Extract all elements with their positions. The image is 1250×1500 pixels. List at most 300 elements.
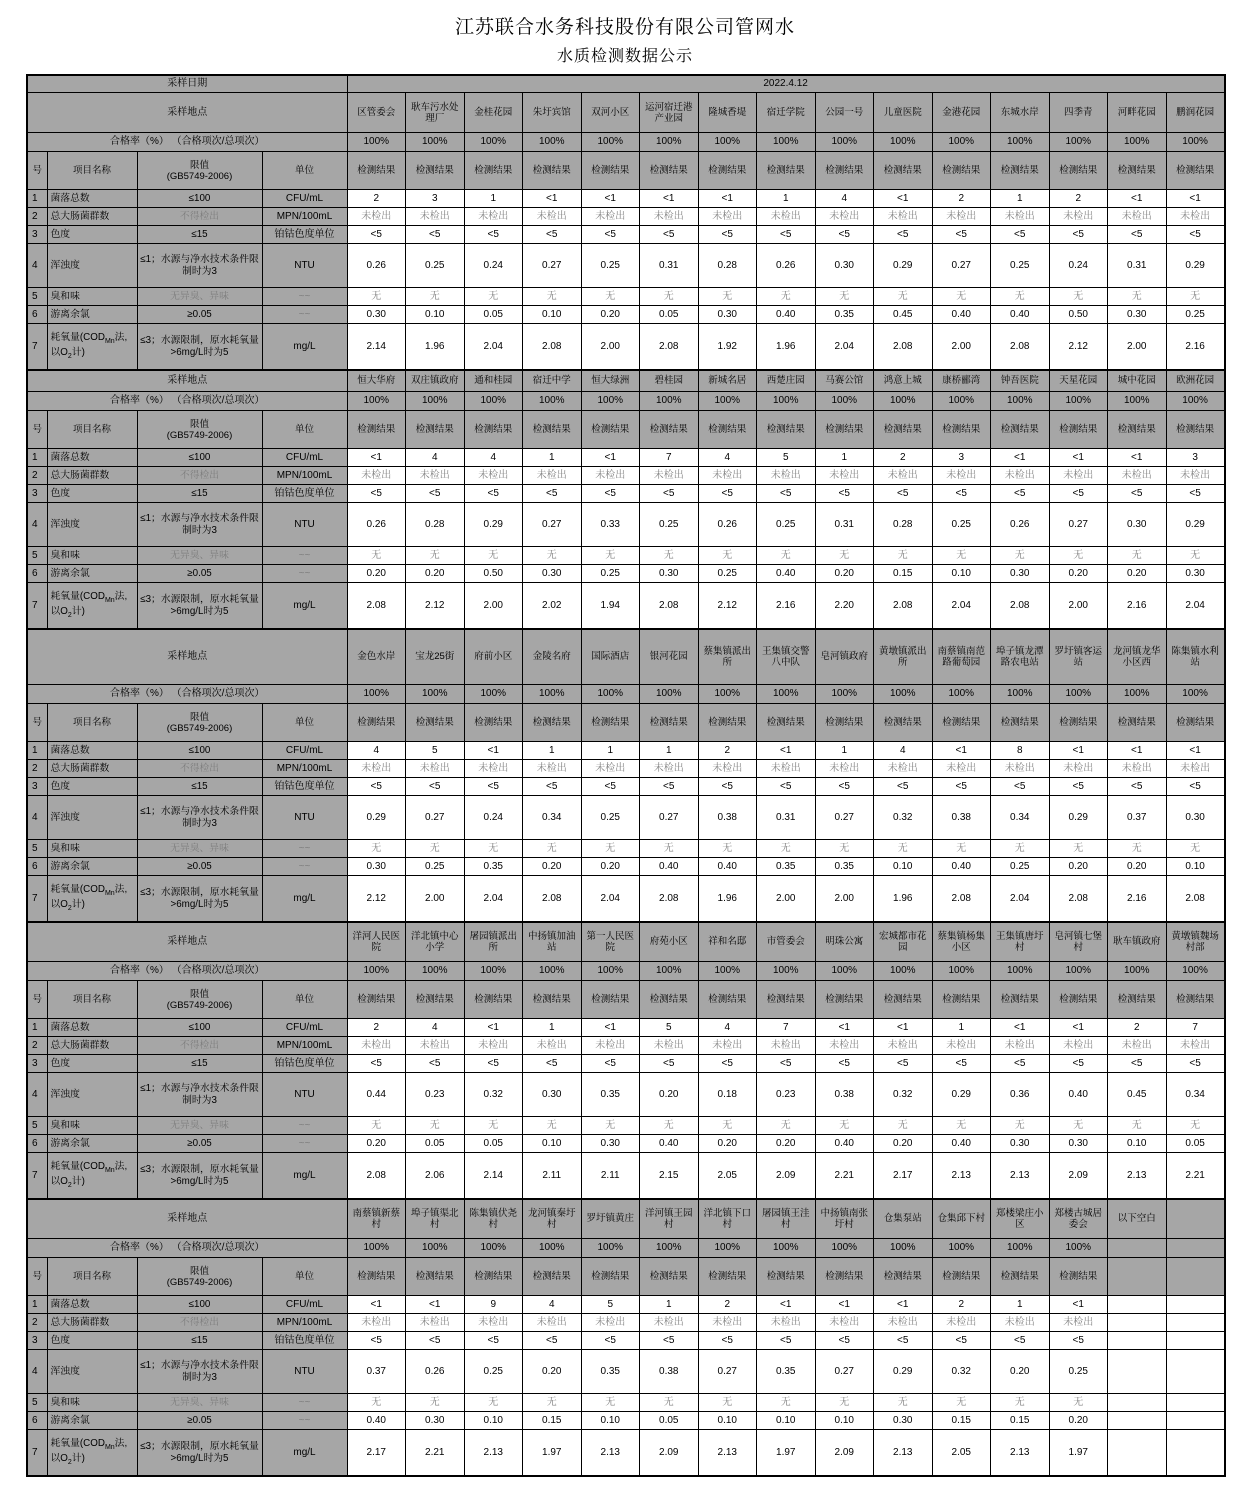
result-cell: 无: [640, 288, 699, 306]
col-header-limit: 限值 (GB5749-2006): [137, 152, 262, 190]
result-cell: 无: [757, 840, 816, 858]
passrate-label-cell: 合格率（%） （合格项次/总项次）: [27, 392, 347, 411]
result-cell: 无: [347, 547, 406, 565]
result-cell: 0.24: [464, 796, 523, 840]
result-cell: <1: [1049, 742, 1108, 760]
result-cell: <5: [757, 1332, 816, 1350]
result-header-cell: 检测结果: [1108, 152, 1167, 190]
result-cell: 无: [698, 840, 757, 858]
passrate-cell: 100%: [347, 392, 406, 411]
result-cell: <1: [640, 190, 699, 208]
result-cell: 无: [815, 547, 874, 565]
result-cell: <5: [932, 485, 991, 503]
result-cell: 2.04: [581, 876, 640, 922]
result-header-cell: 检测结果: [874, 411, 933, 449]
result-cell: <5: [464, 485, 523, 503]
result-cell: [1108, 1412, 1167, 1430]
result-cell: <5: [1166, 485, 1225, 503]
result-cell: 未检出: [874, 1037, 933, 1055]
result-cell: <1: [347, 1296, 406, 1314]
result-cell: 0.30: [698, 306, 757, 324]
result-cell: 1: [640, 742, 699, 760]
result-cell: 无: [640, 547, 699, 565]
result-header-cell: 检测结果: [1049, 1258, 1108, 1296]
location-cell: 祥和名邸: [698, 922, 757, 962]
location-cell: 中扬镇南张圩村: [815, 1199, 874, 1239]
result-cell: 1: [991, 190, 1050, 208]
passrate-cell: 100%: [874, 133, 933, 152]
item-name-cell: 臭和味: [47, 1117, 137, 1135]
result-header-cell: 检测结果: [347, 152, 406, 190]
result-cell: 0.27: [1049, 503, 1108, 547]
item-unit-cell: ~~: [262, 858, 347, 876]
result-header-cell: 检测结果: [523, 152, 582, 190]
result-cell: 2.02: [523, 583, 582, 629]
item-name-cell: 总大肠菌群数: [47, 1037, 137, 1055]
item-unit-cell: CFU/mL: [262, 742, 347, 760]
item-limit-cell: 不得检出: [137, 467, 262, 485]
result-cell: <5: [698, 1332, 757, 1350]
result-cell: <5: [1049, 1332, 1108, 1350]
item-limit-cell: ≥0.05: [137, 1412, 262, 1430]
result-cell: 未检出: [874, 1314, 933, 1332]
passrate-cell: [1108, 1239, 1167, 1258]
item-limit-cell: 不得检出: [137, 1314, 262, 1332]
location-cell: 宝龙25街: [406, 629, 465, 685]
result-cell: <1: [815, 1296, 874, 1314]
result-cell: 未检出: [991, 1037, 1050, 1055]
location-cell: 第一人民医院: [581, 922, 640, 962]
result-cell: <5: [406, 1332, 465, 1350]
result-cell: 无: [406, 547, 465, 565]
result-cell: 未检出: [347, 1314, 406, 1332]
result-header-cell: 检测结果: [406, 1258, 465, 1296]
result-cell: <1: [1049, 1019, 1108, 1037]
location-cell: 蔡集镇派出所: [698, 629, 757, 685]
result-cell: 0.23: [757, 1073, 816, 1117]
result-cell: <5: [874, 226, 933, 244]
result-cell: <1: [874, 190, 933, 208]
item-limit-cell: ≤1；水源与净水技术条件限制时为3: [137, 1073, 262, 1117]
passrate-cell: 100%: [698, 685, 757, 704]
result-cell: 3: [1166, 449, 1225, 467]
result-cell: 无: [406, 1117, 465, 1135]
result-cell: 0.36: [991, 1073, 1050, 1117]
passrate-cell: 100%: [991, 133, 1050, 152]
result-cell: 0.30: [874, 1412, 933, 1430]
result-cell: 未检出: [698, 760, 757, 778]
result-cell: 无: [932, 288, 991, 306]
result-cell: 4: [406, 449, 465, 467]
result-cell: 无: [464, 1117, 523, 1135]
result-header-cell: 检测结果: [347, 981, 406, 1019]
item-limit-cell: ≤1；水源与净水技术条件限制时为3: [137, 503, 262, 547]
location-cell: 儿童医院: [874, 93, 933, 133]
result-cell: <5: [640, 1332, 699, 1350]
result-cell: 0.35: [464, 858, 523, 876]
passrate-cell: 100%: [640, 133, 699, 152]
result-cell: 2.14: [464, 1153, 523, 1199]
result-cell: 0.30: [1108, 503, 1167, 547]
location-cell: 马赛公馆: [815, 370, 874, 392]
result-cell: 无: [874, 840, 933, 858]
passrate-cell: 100%: [815, 392, 874, 411]
result-cell: [1108, 1314, 1167, 1332]
result-header-cell: 检测结果: [581, 152, 640, 190]
result-cell: 无: [757, 1394, 816, 1412]
result-cell: <5: [932, 778, 991, 796]
result-cell: 1.94: [581, 583, 640, 629]
location-cell: 双庄镇政府: [406, 370, 465, 392]
location-cell: 黄墩镇魏场村部: [1166, 922, 1225, 962]
result-cell: 0.27: [640, 796, 699, 840]
result-header-cell: 检测结果: [991, 981, 1050, 1019]
result-header-cell: 检测结果: [991, 1258, 1050, 1296]
location-cell: 龙河镇秦圩村: [523, 1199, 582, 1239]
result-cell: 4: [464, 449, 523, 467]
result-cell: 0.20: [347, 565, 406, 583]
result-cell: 0.40: [757, 565, 816, 583]
location-cell: 公园一号: [815, 93, 874, 133]
result-cell: 0.34: [523, 796, 582, 840]
item-limit-cell: ≤1；水源与净水技术条件限制时为3: [137, 796, 262, 840]
result-cell: <1: [1166, 742, 1225, 760]
result-cell: 0.25: [932, 503, 991, 547]
location-cell: 国际酒店: [581, 629, 640, 685]
item-name-cell: 浑浊度: [47, 1073, 137, 1117]
result-cell: 0.05: [1166, 1135, 1225, 1153]
result-cell: [1108, 1296, 1167, 1314]
passrate-cell: 100%: [698, 392, 757, 411]
result-header-cell: 检测结果: [581, 981, 640, 1019]
result-cell: 2.16: [757, 583, 816, 629]
location-cell: 银河花园: [640, 629, 699, 685]
location-cell: 王集镇交警八中队: [757, 629, 816, 685]
result-cell: <5: [347, 778, 406, 796]
result-cell: 无: [815, 1394, 874, 1412]
result-header-cell: 检测结果: [640, 704, 699, 742]
result-cell: 0.33: [581, 503, 640, 547]
result-cell: 无: [1049, 547, 1108, 565]
result-cell: 0.30: [347, 858, 406, 876]
item-no-cell: 1: [27, 742, 47, 760]
result-header-cell: 检测结果: [1049, 152, 1108, 190]
col-header-no: 号: [27, 704, 47, 742]
result-cell: 0.05: [464, 1135, 523, 1153]
result-cell: 未检出: [1108, 208, 1167, 226]
result-cell: 未检出: [1166, 208, 1225, 226]
result-cell: [1166, 1332, 1225, 1350]
item-limit-cell: 无异臭、异味: [137, 1394, 262, 1412]
item-no-cell: 2: [27, 1037, 47, 1055]
result-cell: 0.25: [757, 503, 816, 547]
result-header-cell: 检测结果: [347, 411, 406, 449]
result-cell: <5: [406, 226, 465, 244]
result-cell: <5: [523, 778, 582, 796]
passrate-cell: 100%: [406, 962, 465, 981]
result-cell: 无: [932, 1394, 991, 1412]
result-cell: <1: [991, 1019, 1050, 1037]
location-cell: 龙河镇龙华小区西: [1108, 629, 1167, 685]
result-cell: [1166, 1430, 1225, 1476]
result-cell: 0.10: [523, 1135, 582, 1153]
result-cell: 0.20: [991, 1350, 1050, 1394]
result-cell: <5: [815, 1332, 874, 1350]
passrate-cell: 100%: [347, 133, 406, 152]
result-cell: 2.12: [406, 583, 465, 629]
result-cell: <1: [1108, 190, 1167, 208]
result-cell: <5: [874, 1332, 933, 1350]
item-unit-cell: 铂钴色度单位: [262, 226, 347, 244]
col-header-item: 项目名称: [47, 1258, 137, 1296]
passrate-cell: [1166, 1239, 1225, 1258]
location-cell: 洋北镇下口村: [698, 1199, 757, 1239]
result-header-cell: 检测结果: [991, 411, 1050, 449]
passrate-cell: 100%: [1166, 962, 1225, 981]
item-unit-cell: NTU: [262, 1073, 347, 1117]
result-cell: 0.10: [464, 1412, 523, 1430]
result-cell: 0.29: [1166, 244, 1225, 288]
item-no-cell: 6: [27, 1412, 47, 1430]
item-no-cell: 4: [27, 503, 47, 547]
location-cell: 屠园镇派出所: [464, 922, 523, 962]
result-cell: <1: [523, 190, 582, 208]
item-unit-cell: 铂钴色度单位: [262, 778, 347, 796]
result-cell: 0.38: [932, 796, 991, 840]
item-no-cell: 4: [27, 244, 47, 288]
item-no-cell: 7: [27, 583, 47, 629]
result-cell: <5: [1049, 226, 1108, 244]
location-cell: 蔡集镇杨集小区: [932, 922, 991, 962]
result-cell: <5: [347, 485, 406, 503]
result-cell: 0.20: [1049, 858, 1108, 876]
result-cell: 未检出: [347, 760, 406, 778]
result-cell: 0.27: [815, 796, 874, 840]
result-cell: 未检出: [581, 467, 640, 485]
result-cell: 无: [464, 288, 523, 306]
result-header-cell: 检测结果: [406, 704, 465, 742]
result-cell: 0.23: [406, 1073, 465, 1117]
result-cell: 2: [1049, 190, 1108, 208]
location-cell: 河畔花园: [1108, 93, 1167, 133]
result-cell: 无: [991, 1394, 1050, 1412]
result-cell: <5: [874, 485, 933, 503]
result-cell: 0.40: [1049, 1073, 1108, 1117]
result-cell: <5: [1049, 1055, 1108, 1073]
col-header-limit: 限值 (GB5749-2006): [137, 411, 262, 449]
result-cell: 未检出: [523, 1037, 582, 1055]
location-cell: 皂河镇七堡村: [1049, 922, 1108, 962]
result-cell: 2.09: [1049, 1153, 1108, 1199]
result-header-cell: 检测结果: [581, 704, 640, 742]
passrate-cell: 100%: [523, 133, 582, 152]
item-name-cell: 菌落总数: [47, 1019, 137, 1037]
col-header-unit: 单位: [262, 411, 347, 449]
result-cell: 0.20: [581, 306, 640, 324]
item-no-cell: 1: [27, 1296, 47, 1314]
result-cell: 0.32: [464, 1073, 523, 1117]
result-header-cell: 检测结果: [640, 152, 699, 190]
result-cell: 2.04: [464, 876, 523, 922]
item-limit-cell: ≤100: [137, 742, 262, 760]
result-cell: 2.00: [1108, 324, 1167, 370]
item-unit-cell: MPN/100mL: [262, 760, 347, 778]
location-cell: 双河小区: [581, 93, 640, 133]
item-limit-cell: ≤15: [137, 226, 262, 244]
result-cell: 2.08: [640, 583, 699, 629]
location-cell: 皂河镇政府: [815, 629, 874, 685]
item-no-cell: 7: [27, 876, 47, 922]
col-header-no: 号: [27, 1258, 47, 1296]
location-cell: 鹏润花园: [1166, 93, 1225, 133]
result-cell: <1: [1108, 742, 1167, 760]
result-cell: 未检出: [640, 1037, 699, 1055]
result-cell: 未检出: [464, 1037, 523, 1055]
item-no-cell: 1: [27, 449, 47, 467]
item-limit-cell: ≤15: [137, 1332, 262, 1350]
item-limit-cell: 无异臭、异味: [137, 840, 262, 858]
item-unit-cell: 铂钴色度单位: [262, 1055, 347, 1073]
result-cell: 2.12: [347, 876, 406, 922]
result-cell: 4: [523, 1296, 582, 1314]
passrate-cell: 100%: [932, 392, 991, 411]
result-cell: 无: [464, 1394, 523, 1412]
col-header-item: 项目名称: [47, 981, 137, 1019]
passrate-cell: 100%: [757, 392, 816, 411]
item-limit-cell: 无异臭、异味: [137, 547, 262, 565]
item-unit-cell: ~~: [262, 565, 347, 583]
result-cell: 未检出: [991, 467, 1050, 485]
result-cell: 1: [464, 190, 523, 208]
result-cell: 2.13: [1108, 1153, 1167, 1199]
passrate-cell: 100%: [406, 133, 465, 152]
result-cell: 2.00: [932, 324, 991, 370]
passrate-cell: 100%: [874, 392, 933, 411]
result-cell: 无: [581, 1394, 640, 1412]
item-limit-cell: 不得检出: [137, 208, 262, 226]
result-cell: 无: [406, 288, 465, 306]
location-cell: 城中花园: [1108, 370, 1167, 392]
item-no-cell: 5: [27, 1117, 47, 1135]
item-unit-cell: MPN/100mL: [262, 1037, 347, 1055]
item-name-cell: 浑浊度: [47, 503, 137, 547]
result-cell: 2.08: [640, 324, 699, 370]
item-name-cell: 耗氧量($COD_{Mn}$法,以$O_2$计): [47, 1430, 137, 1476]
result-cell: 无: [1049, 1117, 1108, 1135]
passrate-cell: 100%: [523, 685, 582, 704]
result-cell: 0.35: [581, 1350, 640, 1394]
item-unit-cell: CFU/mL: [262, 190, 347, 208]
item-no-cell: 5: [27, 547, 47, 565]
location-cell: 隆城香堤: [698, 93, 757, 133]
result-cell: 0.30: [1166, 565, 1225, 583]
result-cell: 无: [523, 1117, 582, 1135]
location-cell: 东城水岸: [991, 93, 1050, 133]
item-limit-cell: ≤3；水源限制，原水耗氧量>6mg/L时为5: [137, 1430, 262, 1476]
result-cell: 未检出: [1166, 760, 1225, 778]
item-unit-cell: MPN/100mL: [262, 1314, 347, 1332]
result-cell: 4: [815, 190, 874, 208]
result-header-cell: 检测结果: [757, 411, 816, 449]
passrate-cell: 100%: [640, 962, 699, 981]
result-cell: 0.35: [815, 306, 874, 324]
item-limit-cell: 不得检出: [137, 760, 262, 778]
result-cell: 0.15: [523, 1412, 582, 1430]
result-cell: 0.40: [757, 306, 816, 324]
location-cell: 陈集镇伏尧村: [464, 1199, 523, 1239]
result-cell: 0.20: [1108, 858, 1167, 876]
passrate-cell: 100%: [464, 685, 523, 704]
result-header-cell: 检测结果: [406, 981, 465, 1019]
result-cell: 0.35: [757, 1350, 816, 1394]
item-name-cell: 浑浊度: [47, 796, 137, 840]
result-cell: <1: [464, 742, 523, 760]
result-cell: 0.20: [1108, 565, 1167, 583]
page-title: 江苏联合水务科技股份有限公司管网水: [454, 17, 795, 38]
result-header-cell: 检测结果: [1166, 411, 1225, 449]
result-cell: 0.20: [1049, 565, 1108, 583]
result-cell: 未检出: [815, 1037, 874, 1055]
location-cell: 金桂花园: [464, 93, 523, 133]
result-cell: 未检出: [523, 1314, 582, 1332]
item-name-cell: 总大肠菌群数: [47, 208, 137, 226]
passrate-cell: 100%: [757, 133, 816, 152]
result-header-cell: 检测结果: [815, 411, 874, 449]
result-cell: 2.05: [932, 1430, 991, 1476]
result-cell: 无: [640, 1117, 699, 1135]
result-cell: <1: [1049, 1296, 1108, 1314]
result-cell: <1: [581, 1019, 640, 1037]
result-cell: <5: [874, 1055, 933, 1073]
result-cell: 0.40: [932, 306, 991, 324]
result-cell: 2.00: [581, 324, 640, 370]
result-cell: <5: [523, 1055, 582, 1073]
result-cell: 2.17: [347, 1430, 406, 1476]
result-cell: 2.13: [991, 1153, 1050, 1199]
passrate-cell: 100%: [1108, 962, 1167, 981]
result-header-cell: 检测结果: [1108, 981, 1167, 1019]
result-cell: 0.31: [757, 796, 816, 840]
location-cell: 中扬镇加油站: [523, 922, 582, 962]
result-cell: 2.08: [874, 583, 933, 629]
item-unit-cell: MPN/100mL: [262, 467, 347, 485]
item-unit-cell: 铂钴色度单位: [262, 1332, 347, 1350]
col-header-no: 号: [27, 152, 47, 190]
result-cell: 5: [406, 742, 465, 760]
result-cell: <5: [698, 1055, 757, 1073]
result-cell: 0.31: [640, 244, 699, 288]
result-cell: <1: [932, 742, 991, 760]
result-cell: 无: [991, 840, 1050, 858]
passrate-cell: 100%: [932, 685, 991, 704]
result-header-cell: 检测结果: [1108, 411, 1167, 449]
result-cell: 未检出: [991, 760, 1050, 778]
result-cell: 2.09: [640, 1430, 699, 1476]
result-cell: 2.17: [874, 1153, 933, 1199]
result-cell: 未检出: [347, 467, 406, 485]
result-cell: [1108, 1332, 1167, 1350]
result-cell: <5: [523, 485, 582, 503]
result-cell: 0.20: [640, 1073, 699, 1117]
result-cell: 2.08: [932, 876, 991, 922]
result-header-cell: 检测结果: [757, 1258, 816, 1296]
result-header-cell: 检测结果: [1049, 411, 1108, 449]
item-limit-cell: ≤3；水源限制，原水耗氧量>6mg/L时为5: [137, 583, 262, 629]
result-cell: 0.32: [874, 796, 933, 840]
result-header-cell: 检测结果: [815, 152, 874, 190]
result-cell: 未检出: [874, 467, 933, 485]
result-cell: 无: [523, 840, 582, 858]
